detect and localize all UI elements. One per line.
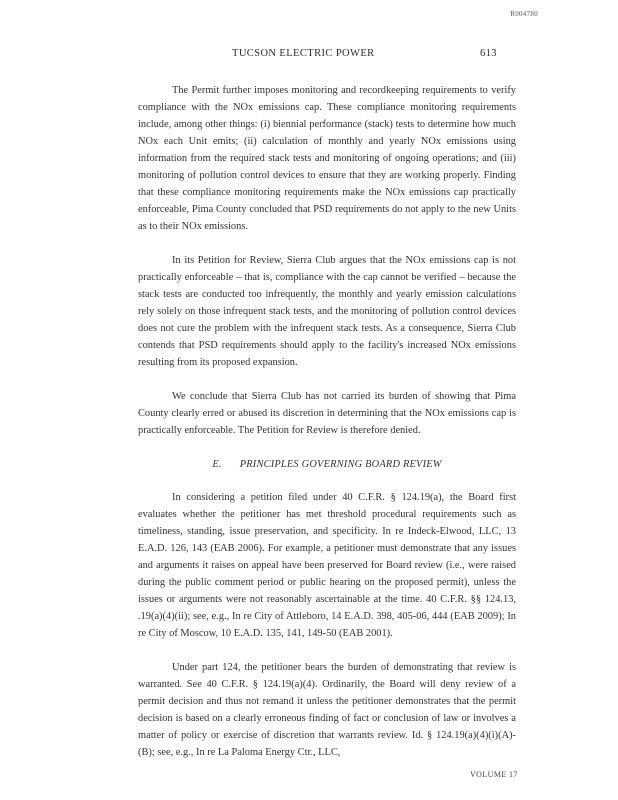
section-letter: E. — [212, 459, 222, 470]
section-title: PRINCIPLES GOVERNING BOARD REVIEW — [239, 459, 442, 470]
paragraph-monitoring-requirements: The Permit further imposes monitoring and recordkeeping requirements to verify compliance with the NOx emissions cap. These compliance monitoring requirements include, among other things: (i) biennial performance (stack) tests to determine how much NOx each Unit emits; (ii) calculation of monthly and yearly NOx emissions using information from the required stack tests and monitoring of ongoing operations; and (iii) monitoring of pollution control devices to ensure that they are working properly. Finding that these compliance monitoring requirements make the NOx emissions cap practically enforceable, Pima County concluded that PSD requirements do not apply to the new Units as to their NOx emissions. — [138, 85, 516, 232]
paragraph-conclusion: We conclude that Sierra Club has not carried its burden of showing that Pima County clearly erred or abused its discretion in determining that the NOx emissions cap is practically enforceable. The Petition for Review is therefore denied. — [138, 391, 516, 436]
paragraph-sierra-club-argument: In its Petition for Review, Sierra Club argues that the NOx emissions cap is not practically enforceable – that is, compliance with the cap cannot be verified – because the stack tests are conducted too infrequently, the monthly and yearly emission calculations rely solely on those infrequent stack tests, and the monitoring of pollution control devices does not cure the problem with the infrequent stack tests. As a consequence, Sierra Club contends that PSD requirements should apply to the facility's increased NOx emissions resulting from its proposed expansion. — [138, 255, 516, 368]
volume-footer: VOLUME 17 — [470, 770, 518, 779]
document-id: R004780 — [510, 10, 538, 18]
page-number: 613 — [480, 48, 497, 59]
running-title: TUCSON ELECTRIC POWER — [232, 48, 375, 59]
paragraph-burden-of-review: Under part 124, the petitioner bears the burden of demonstrating that review is warranted. See 40 C.F.R. § 124.19(a)(4). Ordinarily, the Board will deny review of a permit decision and thus not remand it unless the petitioner demonstrates that the permit decision is based on a clearly erroneous finding of fact or conclusion of law or involves a matter of policy or exercise of discretion that warrants review. Id. § 124.19(a)(4)(i)(A)-(B); see, e.g., In re La Paloma Energy Ctr., LLC, — [138, 662, 516, 758]
section-heading — [138, 456, 516, 473]
body-text — [138, 82, 516, 761]
paragraph-threshold-requirements: In considering a petition filed under 40 C.F.R. § 124.19(a), the Board first evaluates whether the petitioner has met threshold procedural requirements such as timeliness, standing, issue preservation, and specificity. In re Indeck-Elwood, LLC, 13 E.A.D. 126, 143 (EAB 2006). For example, a petitioner must demonstrate that any issues and arguments it raises on appeal have been preserved for Board review (i.e., were raised during the public comment period or public hearing on the proposed permit), unless the issues or arguments were not reasonably ascertainable at the time. 40 C.F.R. §§ 124.13, .19(a)(4)(ii); see, e.g., In re City of Attleboro, 14 E.A.D. 398, 405-06, 444 (EAB 2009); In re City of Moscow, 10 E.A.D. 135, 141, 149-50 (EAB 2001). — [138, 492, 516, 639]
